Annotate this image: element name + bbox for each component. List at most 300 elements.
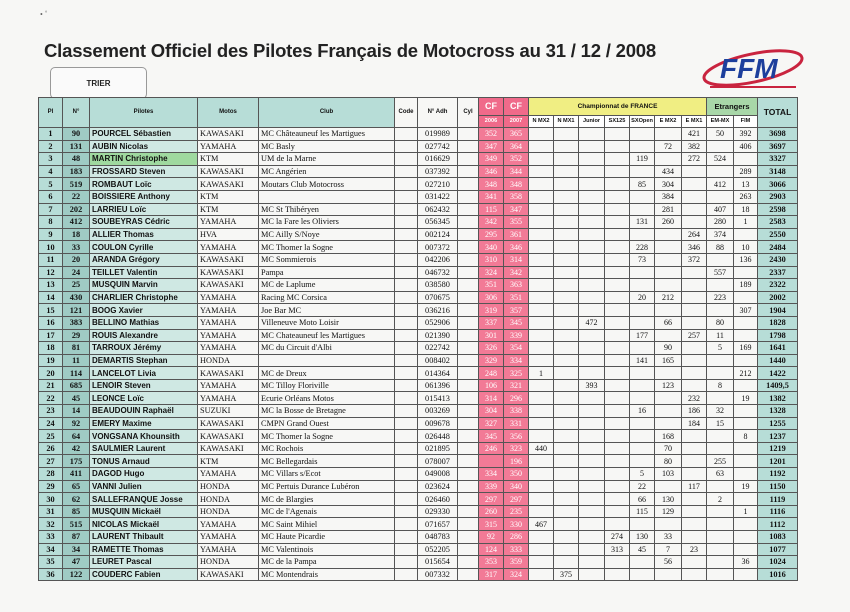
club-cell: MC Saint Mihiel <box>259 518 395 531</box>
score-cell <box>605 379 630 392</box>
pilot-name-cell: LARRIEU Loïc <box>90 203 198 216</box>
score-cell: 131 <box>630 216 655 229</box>
score-cell <box>707 442 734 455</box>
score-cell <box>529 291 554 304</box>
pilot-name-cell: NICOLAS Mickaël <box>90 518 198 531</box>
rank-cell: 31 <box>39 505 63 518</box>
score-cell: 66 <box>655 316 682 329</box>
col-pilotes[interactable]: Pilotes <box>90 98 198 128</box>
cf-2006-cell: 246 <box>479 442 504 455</box>
score-cell: 85 <box>630 178 655 191</box>
table-row[interactable] <box>39 190 798 203</box>
table-row[interactable] <box>39 568 798 581</box>
cf-2006-cell: 248 <box>479 367 504 380</box>
rank-cell: 5 <box>39 178 63 191</box>
moto-cell: KAWASAKI <box>198 430 259 443</box>
table-row[interactable] <box>39 442 798 455</box>
score-cell <box>734 228 758 241</box>
moto-cell: YAMAHA <box>198 379 259 392</box>
cf-2006-cell: 124 <box>479 543 504 556</box>
table-row[interactable] <box>39 480 798 493</box>
ranking-body <box>39 128 798 581</box>
table-row[interactable] <box>39 468 798 481</box>
cyl-cell <box>458 417 479 430</box>
license-number-cell: 052906 <box>418 316 458 329</box>
col-cyl[interactable]: Cyl <box>458 98 479 128</box>
col-adh[interactable]: N° Adh <box>418 98 458 128</box>
score-cell <box>655 392 682 405</box>
score-cell: 304 <box>655 178 682 191</box>
moto-cell: YAMAHA <box>198 531 259 544</box>
moto-cell: KTM <box>198 455 259 468</box>
table-row[interactable] <box>39 543 798 556</box>
col-sub-3[interactable]: SX125 <box>605 116 630 128</box>
pilot-name-cell: MUSQUIN Mickaël <box>90 505 198 518</box>
score-cell <box>579 468 605 481</box>
cf-2006-cell: 317 <box>479 568 504 581</box>
club-cell: Ecurie Orléans Motos <box>259 392 395 405</box>
cf-2007-cell: 323 <box>504 442 529 455</box>
col-cf-2007[interactable]: CF <box>504 98 529 116</box>
score-cell <box>579 228 605 241</box>
rank-cell: 25 <box>39 430 63 443</box>
license-number-cell: 049008 <box>418 468 458 481</box>
score-cell <box>529 342 554 355</box>
col-pl[interactable]: Pl <box>39 98 63 128</box>
score-cell <box>630 316 655 329</box>
table-row[interactable] <box>39 279 798 292</box>
table-row[interactable] <box>39 518 798 531</box>
cyl-cell <box>458 531 479 544</box>
col-code[interactable]: Code <box>395 98 418 128</box>
table-row[interactable] <box>39 329 798 342</box>
score-cell <box>579 531 605 544</box>
bib-number-cell: 131 <box>63 140 90 153</box>
cf-2007-cell: 363 <box>504 279 529 292</box>
score-cell: 66 <box>630 493 655 506</box>
score-cell: 524 <box>707 153 734 166</box>
moto-cell: HVA <box>198 228 259 241</box>
score-cell <box>605 417 630 430</box>
total-cell: 1150 <box>758 480 798 493</box>
bib-number-cell: 90 <box>63 128 90 141</box>
score-cell <box>554 468 579 481</box>
cyl-cell <box>458 291 479 304</box>
score-cell <box>529 417 554 430</box>
club-cell: Moutars Club Motocross <box>259 178 395 191</box>
table-row[interactable] <box>39 493 798 506</box>
score-cell <box>554 342 579 355</box>
score-cell <box>554 203 579 216</box>
moto-cell: HONDA <box>198 354 259 367</box>
score-cell <box>529 468 554 481</box>
col-sub-4[interactable]: SXOpen <box>630 116 655 128</box>
score-cell: 11 <box>707 329 734 342</box>
license-number-cell: 038580 <box>418 279 458 292</box>
table-row[interactable] <box>39 228 798 241</box>
score-cell <box>579 241 605 254</box>
rank-cell: 18 <box>39 342 63 355</box>
table-row[interactable] <box>39 153 798 166</box>
table-row[interactable] <box>39 531 798 544</box>
club-cell: MC St Thibéryen <box>259 203 395 216</box>
cyl-cell <box>458 543 479 556</box>
code-cell <box>395 556 418 569</box>
cyl-cell <box>458 266 479 279</box>
score-cell <box>655 128 682 141</box>
table-row[interactable] <box>39 430 798 443</box>
moto-cell: HONDA <box>198 480 259 493</box>
col-sub-7[interactable]: EM-MX <box>707 116 734 128</box>
license-number-cell: 027742 <box>418 140 458 153</box>
rank-cell: 1 <box>39 128 63 141</box>
table-row[interactable] <box>39 291 798 304</box>
cf-2007-cell: 347 <box>504 203 529 216</box>
score-cell <box>682 266 707 279</box>
cf-2006-cell: 297 <box>479 493 504 506</box>
score-cell: 5 <box>630 468 655 481</box>
score-cell: 280 <box>707 216 734 229</box>
table-row[interactable] <box>39 556 798 569</box>
code-cell <box>395 216 418 229</box>
total-cell: 3698 <box>758 128 798 141</box>
rank-cell: 35 <box>39 556 63 569</box>
table-row[interactable] <box>39 455 798 468</box>
score-cell <box>655 153 682 166</box>
code-cell <box>395 128 418 141</box>
pilot-name-cell: BELLINO Mathias <box>90 316 198 329</box>
score-cell <box>605 253 630 266</box>
table-row[interactable] <box>39 505 798 518</box>
score-cell <box>605 190 630 203</box>
license-number-cell: 003269 <box>418 405 458 418</box>
license-number-cell: 002124 <box>418 228 458 241</box>
score-cell <box>529 140 554 153</box>
score-cell <box>734 531 758 544</box>
score-cell <box>554 228 579 241</box>
total-cell: 1119 <box>758 493 798 506</box>
moto-cell: KAWASAKI <box>198 178 259 191</box>
score-cell <box>734 316 758 329</box>
score-cell <box>529 190 554 203</box>
rank-cell: 17 <box>39 329 63 342</box>
table-row[interactable] <box>39 128 798 141</box>
rank-cell: 12 <box>39 266 63 279</box>
score-cell <box>554 505 579 518</box>
code-cell <box>395 342 418 355</box>
bib-number-cell: 412 <box>63 216 90 229</box>
score-cell: 557 <box>707 266 734 279</box>
score-cell <box>655 367 682 380</box>
score-cell <box>605 128 630 141</box>
score-cell <box>529 128 554 141</box>
score-cell: 223 <box>707 291 734 304</box>
table-row[interactable] <box>39 165 798 178</box>
cf-2006-cell <box>479 455 504 468</box>
score-cell <box>707 543 734 556</box>
score-cell <box>554 190 579 203</box>
total-cell: 1422 <box>758 367 798 380</box>
total-cell: 3697 <box>758 140 798 153</box>
score-cell <box>605 430 630 443</box>
score-cell <box>682 518 707 531</box>
score-cell: 1 <box>734 216 758 229</box>
table-row[interactable] <box>39 405 798 418</box>
cf-2007-cell: 314 <box>504 253 529 266</box>
bib-number-cell: 81 <box>63 342 90 355</box>
club-cell: Racing MC Corsica <box>259 291 395 304</box>
club-cell: MC Sommierois <box>259 253 395 266</box>
score-cell: 263 <box>734 190 758 203</box>
table-row[interactable] <box>39 367 798 380</box>
pilot-name-cell: COULON Cyrille <box>90 241 198 254</box>
cf-2007-cell: 351 <box>504 291 529 304</box>
club-cell: MC la Fare les Oliviers <box>259 216 395 229</box>
total-cell: 2430 <box>758 253 798 266</box>
cf-2007-cell: 297 <box>504 493 529 506</box>
score-cell <box>655 304 682 317</box>
moto-cell: YAMAHA <box>198 241 259 254</box>
score-cell: 260 <box>655 216 682 229</box>
table-row[interactable] <box>39 266 798 279</box>
score-cell: 18 <box>734 203 758 216</box>
moto-cell: KTM <box>198 153 259 166</box>
score-cell <box>579 543 605 556</box>
score-cell <box>605 442 630 455</box>
cyl-cell <box>458 153 479 166</box>
rank-cell: 15 <box>39 304 63 317</box>
score-cell <box>579 354 605 367</box>
club-cell: MC Angérien <box>259 165 395 178</box>
score-cell <box>655 279 682 292</box>
total-cell: 1016 <box>758 568 798 581</box>
pilot-name-cell: LAURENT Thibault <box>90 531 198 544</box>
code-cell <box>395 405 418 418</box>
club-cell: MC de l'Agenais <box>259 505 395 518</box>
table-row[interactable] <box>39 178 798 191</box>
score-cell: 169 <box>734 342 758 355</box>
cf-2007-cell: 356 <box>504 430 529 443</box>
score-cell <box>529 241 554 254</box>
cyl-cell <box>458 568 479 581</box>
license-number-cell: 062432 <box>418 203 458 216</box>
score-cell <box>529 531 554 544</box>
score-cell <box>605 241 630 254</box>
bib-number-cell: 24 <box>63 266 90 279</box>
col-cf-2006[interactable]: CF <box>479 98 504 116</box>
score-cell <box>529 556 554 569</box>
license-number-cell: 021390 <box>418 329 458 342</box>
cf-2007-cell: 365 <box>504 128 529 141</box>
score-cell: 115 <box>630 505 655 518</box>
code-cell <box>395 455 418 468</box>
cyl-cell <box>458 165 479 178</box>
score-cell <box>630 442 655 455</box>
license-number-cell: 009678 <box>418 417 458 430</box>
license-number-cell: 056345 <box>418 216 458 229</box>
club-cell: MC de la Pampa <box>259 556 395 569</box>
moto-cell: YAMAHA <box>198 140 259 153</box>
table-row[interactable] <box>39 304 798 317</box>
score-cell <box>734 417 758 430</box>
score-cell: 117 <box>682 480 707 493</box>
total-cell: 1382 <box>758 392 798 405</box>
club-cell <box>259 354 395 367</box>
cf-2006-cell: 342 <box>479 216 504 229</box>
score-cell: 382 <box>682 140 707 153</box>
score-cell <box>605 279 630 292</box>
club-cell: MC Châteauneuf les Martigues <box>259 128 395 141</box>
code-cell <box>395 316 418 329</box>
score-cell: 472 <box>579 316 605 329</box>
cf-2007-cell: 235 <box>504 505 529 518</box>
club-cell: UM de la Marne <box>259 153 395 166</box>
rank-cell: 20 <box>39 367 63 380</box>
sort-button[interactable]: TRIER <box>50 67 147 99</box>
col-sub-5[interactable]: E MX2 <box>655 116 682 128</box>
total-cell: 1112 <box>758 518 798 531</box>
score-cell: 19 <box>734 480 758 493</box>
col-sub-0[interactable]: N MX2 <box>529 116 554 128</box>
pilot-name-cell: CHARLIER Christophe <box>90 291 198 304</box>
code-cell <box>395 190 418 203</box>
rank-cell: 36 <box>39 568 63 581</box>
bib-number-cell: 411 <box>63 468 90 481</box>
rank-cell: 13 <box>39 279 63 292</box>
score-cell <box>682 304 707 317</box>
license-number-cell: 036216 <box>418 304 458 317</box>
code-cell <box>395 304 418 317</box>
score-cell <box>554 329 579 342</box>
license-number-cell: 061396 <box>418 379 458 392</box>
score-cell: 313 <box>605 543 630 556</box>
cyl-cell <box>458 140 479 153</box>
license-number-cell: 031422 <box>418 190 458 203</box>
moto-cell: YAMAHA <box>198 543 259 556</box>
moto-cell: HONDA <box>198 556 259 569</box>
col-total[interactable]: TOTAL <box>758 98 798 128</box>
license-number-cell: 026460 <box>418 493 458 506</box>
score-cell <box>682 493 707 506</box>
score-cell <box>707 165 734 178</box>
code-cell <box>395 178 418 191</box>
table-row[interactable] <box>39 216 798 229</box>
moto-cell: KAWASAKI <box>198 279 259 292</box>
license-number-cell: 048783 <box>418 531 458 544</box>
score-cell <box>554 442 579 455</box>
total-cell: 1440 <box>758 354 798 367</box>
score-cell <box>707 430 734 443</box>
bib-number-cell: 14 <box>63 405 90 418</box>
score-cell <box>630 430 655 443</box>
score-cell <box>682 190 707 203</box>
table-row[interactable] <box>39 392 798 405</box>
score-cell <box>682 291 707 304</box>
score-cell <box>579 128 605 141</box>
rank-cell: 22 <box>39 392 63 405</box>
rank-cell: 21 <box>39 379 63 392</box>
score-cell <box>579 417 605 430</box>
table-row[interactable] <box>39 241 798 254</box>
col-sub-8[interactable]: FIM <box>734 116 758 128</box>
score-cell <box>682 468 707 481</box>
col-motos[interactable]: Motos <box>198 98 259 128</box>
bib-number-cell: 64 <box>63 430 90 443</box>
score-cell: 228 <box>630 241 655 254</box>
pilot-name-cell: ROMBAUT Loïc <box>90 178 198 191</box>
score-cell <box>579 518 605 531</box>
license-number-cell: 007372 <box>418 241 458 254</box>
cf-2007-year: 2007 <box>504 116 529 128</box>
score-cell <box>630 455 655 468</box>
bib-number-cell: 47 <box>63 556 90 569</box>
bib-number-cell: 519 <box>63 178 90 191</box>
score-cell <box>682 216 707 229</box>
table-row[interactable] <box>39 253 798 266</box>
col-sub-2[interactable]: Junior <box>579 116 605 128</box>
score-cell <box>529 153 554 166</box>
table-row[interactable] <box>39 354 798 367</box>
license-number-cell: 046732 <box>418 266 458 279</box>
score-cell <box>554 216 579 229</box>
score-cell <box>655 228 682 241</box>
score-cell <box>554 279 579 292</box>
total-cell: 2903 <box>758 190 798 203</box>
score-cell <box>605 480 630 493</box>
score-cell <box>529 568 554 581</box>
total-cell: 1409,5 <box>758 379 798 392</box>
total-cell: 2002 <box>758 291 798 304</box>
license-number-cell: 027210 <box>418 178 458 191</box>
table-row[interactable] <box>39 203 798 216</box>
cyl-cell <box>458 178 479 191</box>
score-cell: 434 <box>655 165 682 178</box>
total-cell: 1237 <box>758 430 798 443</box>
code-cell <box>395 392 418 405</box>
score-cell <box>554 379 579 392</box>
col-sub-1[interactable]: N MX1 <box>554 116 579 128</box>
cf-2007-cell: 355 <box>504 216 529 229</box>
score-cell: 255 <box>707 455 734 468</box>
score-cell <box>707 354 734 367</box>
license-number-cell: 029330 <box>418 505 458 518</box>
score-cell: 73 <box>630 253 655 266</box>
score-cell <box>605 568 630 581</box>
cf-2007-cell: 346 <box>504 241 529 254</box>
score-cell <box>655 568 682 581</box>
score-cell <box>630 568 655 581</box>
score-cell <box>682 455 707 468</box>
score-cell <box>529 505 554 518</box>
table-row[interactable] <box>39 140 798 153</box>
table-row[interactable] <box>39 417 798 430</box>
table-row[interactable] <box>39 342 798 355</box>
bib-number-cell: 20 <box>63 253 90 266</box>
col-no[interactable]: N° <box>63 98 90 128</box>
score-cell <box>554 128 579 141</box>
score-cell <box>554 241 579 254</box>
bib-number-cell: 18 <box>63 228 90 241</box>
score-cell <box>707 518 734 531</box>
col-sub-6[interactable]: E MX1 <box>682 116 707 128</box>
col-club[interactable]: Club <box>259 98 395 128</box>
score-cell: 141 <box>630 354 655 367</box>
pilot-name-cell: LEONCE Loïc <box>90 392 198 405</box>
code-cell <box>395 568 418 581</box>
score-cell: 374 <box>707 228 734 241</box>
table-row[interactable] <box>39 379 798 392</box>
table-row[interactable] <box>39 316 798 329</box>
